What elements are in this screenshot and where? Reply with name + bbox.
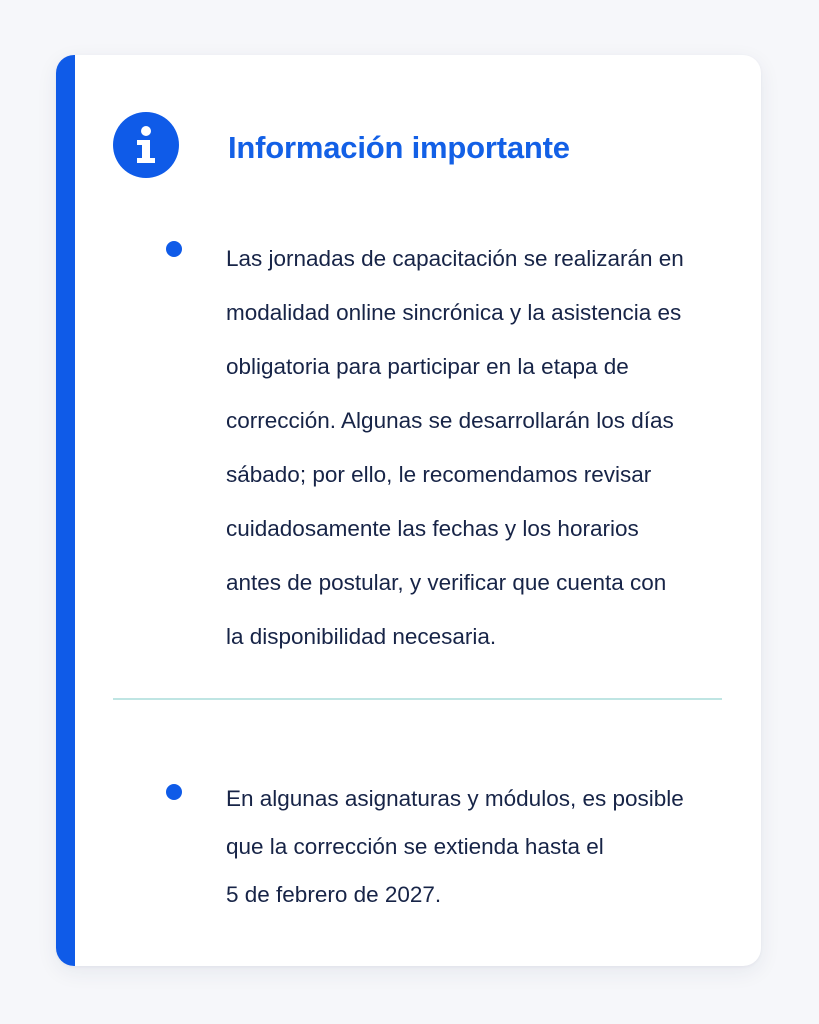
list-item-text: En algunas asignaturas y módulos, es posible que la corrección se extienda hasta el 5 de febrero de 2027. xyxy=(226,786,684,907)
card-title: Información importante xyxy=(228,130,570,165)
bullet-dot-icon xyxy=(166,784,182,800)
bullet-dot-icon xyxy=(166,241,182,257)
section-divider xyxy=(113,698,722,700)
info-card xyxy=(56,55,761,966)
list-item-text: Las jornadas de capacitación se realizarán en modalidad online sincrónica y la asistencia es obligatoria para participar en la etapa de corrección. Algunas se desarrollarán los días sábado; por ello, le recomendamos revisar cuidadosamente las fechas y los horarios antes de postular, y verificar que cuenta con la disponibilidad necesaria. xyxy=(226,246,684,649)
accent-bar xyxy=(56,55,75,966)
info-icon xyxy=(113,112,179,178)
